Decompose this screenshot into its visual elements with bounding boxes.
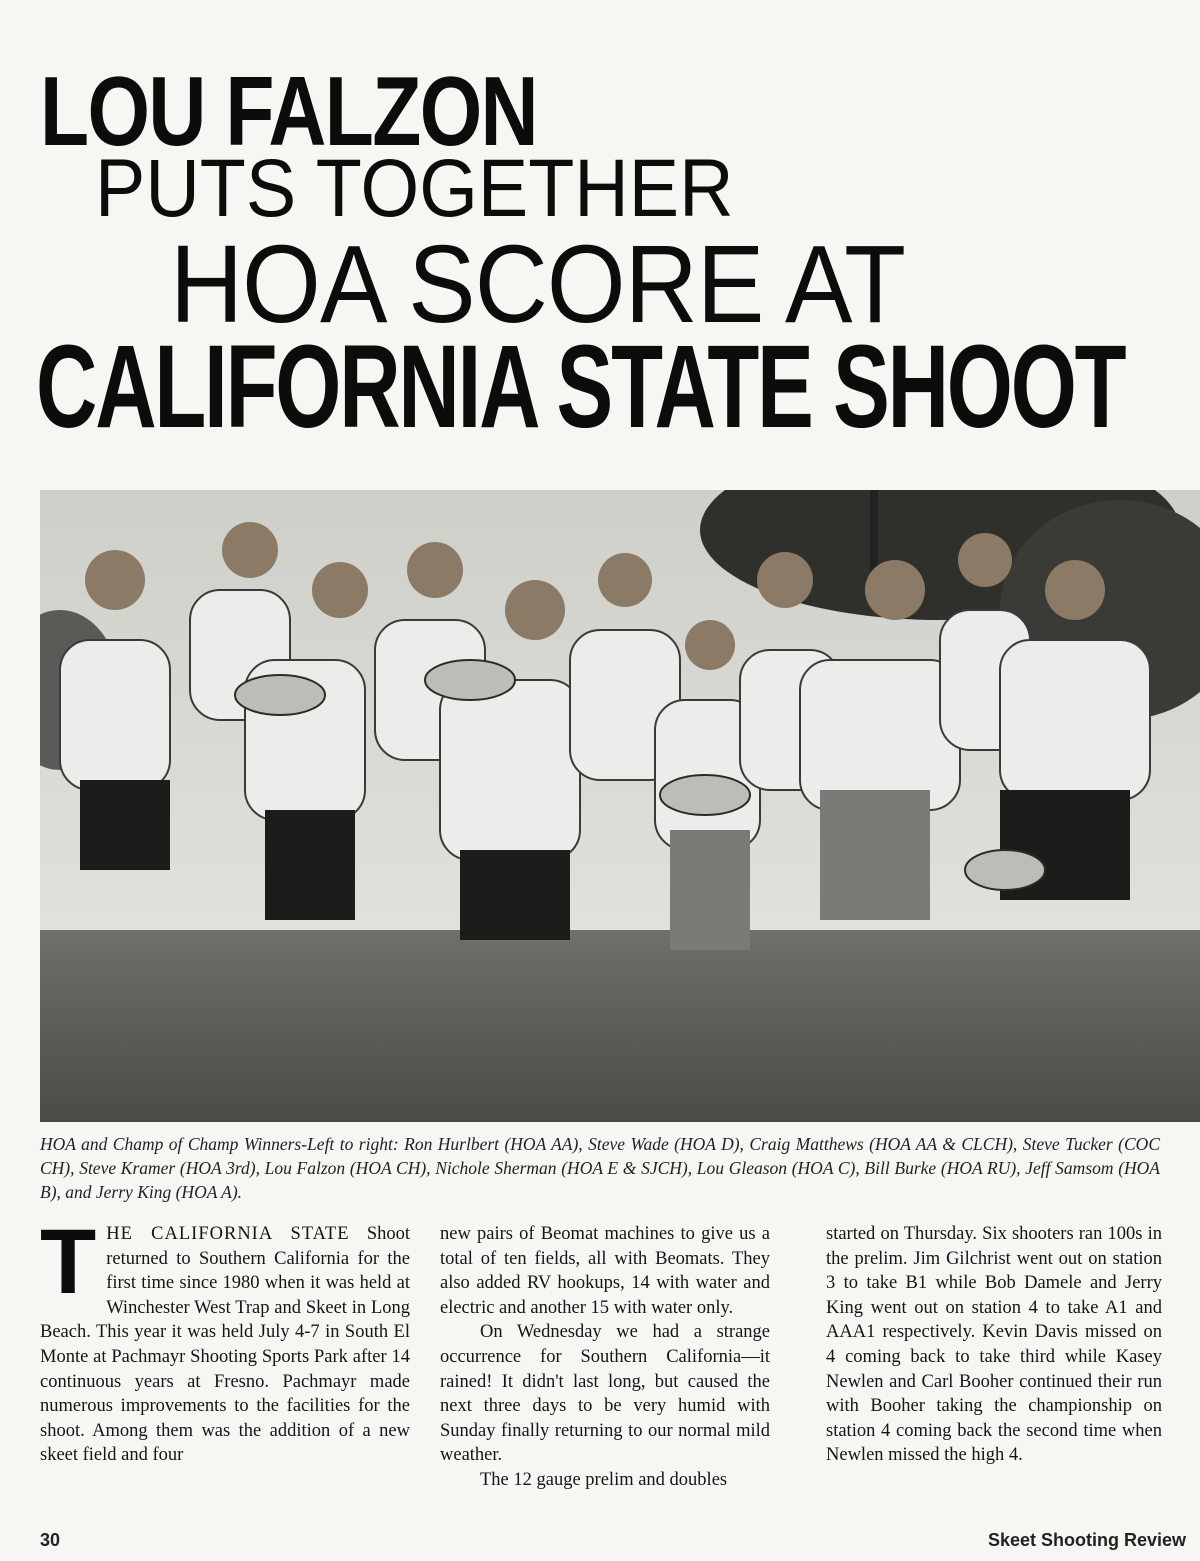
group-photo [40,490,1200,1122]
drop-cap: T [40,1211,97,1313]
headline-line-3: HOA SCORE AT [170,223,906,346]
headline-line-2: PUTS TOGETHER [95,143,734,234]
magazine-name: Skeet Shooting Review [987,1530,1186,1550]
headline-line-1: LOU FALZON [40,56,537,166]
article-body: Shoot returned to Southern California for the first time since 1980 when it was held at Winchester West Trap and Skeet in Long Beach. This year it was held July 4-7 in South El Monte at Pachmayr Shooting Sports Park after 14 continuous years at Fresno. Pachmayr made numerous improvements to the facilities for the shoot. Among them was the addition of a new skeet field and four [40,1224,410,1466]
headline [0,0,1200,470]
headline-line-4: CALIFORNIA STATE SHOOT [36,321,1125,453]
article-paragraph: started on Thursday. Six shooters ran 100s in the prelim. Jim Gilchrist went out on station 3 to take B1 while Bob Damele and Jerry King went out on station 4 to take A1 and AAA1 respectively. Kevin Davis missed on 4 coming back to take third while Kasey Newlen and Carl Booher continued their run with Booher taking the championship on station 4 coming back the second time when Newlen missed the high 4. [826,1224,1162,1466]
article-paragraph [40,1211,410,1468]
article-lead: HE CALIFORNIA STATE [106,1224,350,1244]
article-paragraph: On Wednesday we had a strange occurrence for Southern California—it rained! It didn't last long, but caused the next three days to be very humid with Sunday finally returning to our normal mild weather. [440,1322,770,1466]
photo-caption: HOA and Champ of Champ Winners-Left to right: Ron Hurlbert (HOA AA), Steve Wade (HOA D), Craig Matthews (HOA AA & CLCH), Steve Tucker (COC CH), Steve Kramer (HOA 3rd), Lou Falzon (HOA CH), Nichole Sherman (HOA E & SJCH), Lou Gleason (HOA C), Bill Burke (HOA RU), Jeff Samsom (HOA B), and Jerry King (HOA A). [40,1134,1160,1202]
article-column-2 [440,1222,770,1493]
article-column-3 [826,1222,1162,1468]
article-paragraph: new pairs of Beomat machines to give us a total of ten fields, all with Beomats. They also added RV hookups, 14 with water and electric and another 15 with water only. [440,1224,770,1318]
group-photo-icon [40,490,1200,1122]
article-paragraph: The 12 gauge prelim and doubles [480,1469,728,1490]
article-column-1 [40,1211,410,1468]
page-number: 30 [40,1530,61,1550]
